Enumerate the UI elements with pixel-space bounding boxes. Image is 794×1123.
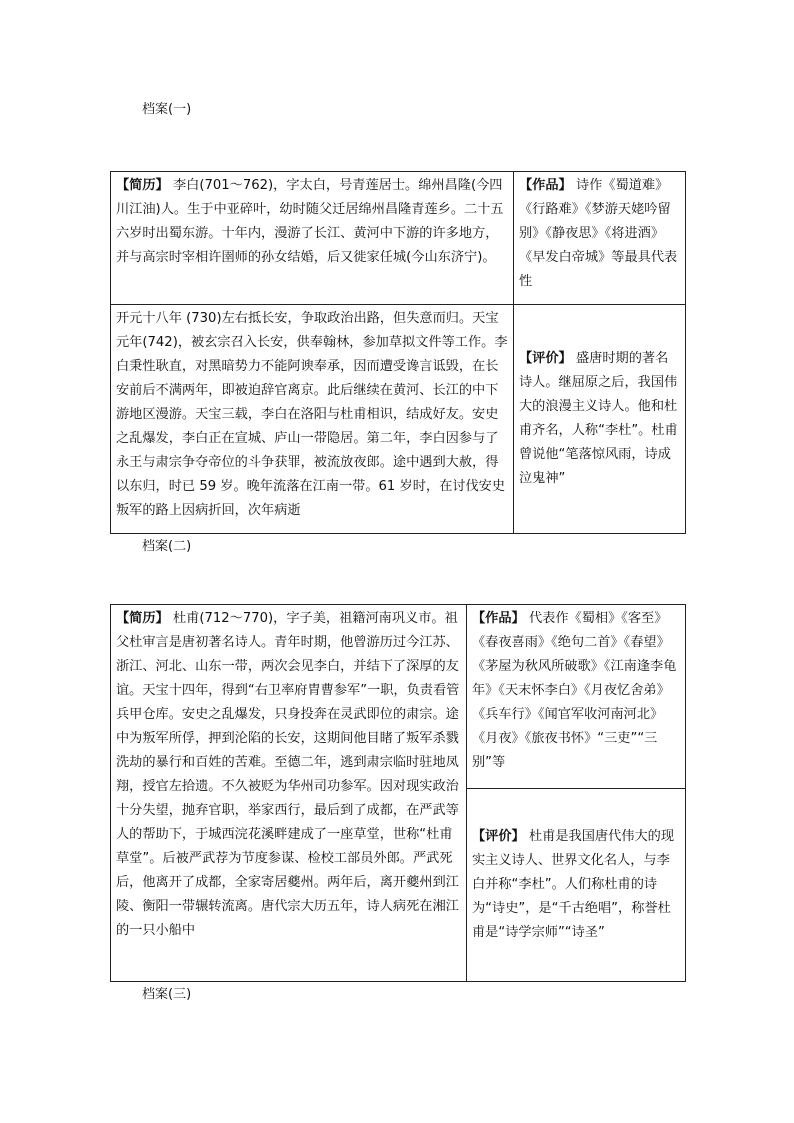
libai-bio-tag: 【简历】 xyxy=(116,178,169,193)
libai-bio-cell xyxy=(111,172,514,305)
dufu-works-text: 代表作《蜀相》《客至》《春夜喜雨》《绝句二首》《春望》《茅屋为秋风所破歌》《江南逢李龟年》《天末怀李白》《月夜忆舍弟》《兵车行》《闻官军收河南河北》《月夜》《旅夜书怀》“三吏”“三别”等 xyxy=(472,611,677,770)
libai-life-cell xyxy=(111,305,514,534)
dufu-eval-tag: 【评价】 xyxy=(472,829,525,844)
libai-eval-cell xyxy=(514,305,686,534)
dufu-eval-text: 杜甫是我国唐代伟大的现实主义诗人、世界文化名人，与李白并称“李杜”。人们称杜甫的诗为“诗史”，是“千古绝唱”，称誉杜甫是“诗学宗师”“诗圣” xyxy=(472,829,675,940)
libai-works-tag: 【作品】 xyxy=(519,178,572,193)
dufu-bio-tag: 【简历】 xyxy=(116,611,169,626)
archive-label-3: 档案(三) xyxy=(142,987,192,1002)
dufu-record-table xyxy=(110,604,686,982)
dufu-eval-cell xyxy=(467,789,686,982)
archive-label-1: 档案(一) xyxy=(142,102,192,117)
dufu-bio-text: 杜甫(712～770)，字子美，祖籍河南巩义市。祖父杜审言是唐初著名诗人。青年时期，他曾游历过今江苏、浙江、河北、山东一带，两次会见李白，并结下了深厚的友谊。天宝十四年，得到“右卫率府胄曹参军”一职，负责看管兵甲仓库。安史之乱爆发，只身投奔在灵武即位的肃宗。途中为叛军所俘，押到沦陷的长安，这期间他目睹了叛军杀戮洗劫的暴行和百姓的苦难。至德二年，逃到肃宗临时驻地凤翔，授官左拾遗。不久被贬为华州司功参军。因对现实政治十分失望，抛弃官职，举家西行，最后到了成都，在严武等人的帮助下，于城西浣花溪畔建成了一座草堂，世称“杜甫草堂”。后被严武荐为节度参谋、检校工部员外郎。严武死后，他离开了成都，全家寄居夔州。两年后，离开夔州到江陵、衡阳一带辗转流离。唐代宗大历五年，诗人病死在湘江的一只小船中 xyxy=(116,611,460,938)
dufu-bio-cell xyxy=(111,605,467,982)
archive-label-2: 档案(二) xyxy=(142,539,192,554)
dufu-works-tag: 【作品】 xyxy=(472,611,525,626)
libai-eval-tag: 【评价】 xyxy=(519,351,572,366)
libai-works-text: 诗作《蜀道难》《行路难》《梦游天姥吟留别》《静夜思》《将进酒》《早发白帝城》等最具代表性 xyxy=(519,178,678,289)
libai-record-table xyxy=(110,171,686,534)
libai-eval-text: 盛唐时期的著名诗人。继屈原之后，我国伟大的浪漫主义诗人。他和杜甫齐名，人称“李杜”。杜甫曾说他“笔落惊风雨，诗成泣鬼神” xyxy=(519,351,678,486)
libai-works-cell xyxy=(514,172,686,305)
libai-life-text: 开元十八年 (730)左右抵长安，争取政治出路，但失意而归。天宝元年(742)，被玄宗召入长安，供奉翰林，参加草拟文件等工作。李白秉性耿直，对黑暗势力不能阿谀奉承，因而遭受谗言诋毁，在长安前后不满两年，即被迫辞官离京。此后继续在黄河、长江的中下游地区漫游。天宝三载，李白在洛阳与杜甫相识，结成好友。安史之乱爆发，李白正在宣城、庐山一带隐居。第二年，李白因参与了永王与肃宗争夺帝位的斗争获罪，被流放夜郎。途中遇到大赦，得以东归，时已 59 岁。晚年流落在江南一带。61 岁时，在讨伐安史叛军的路上因病折回，次年病逝 xyxy=(116,311,508,518)
libai-bio-text: 李白(701～762)，字太白，号青莲居士。绵州昌隆(今四川江油)人。生于中亚碎叶，幼时随父迁居绵州昌隆青莲乡。二十五六岁时出蜀东游。十年内，漫游了长江、黄河中下游的许多地方，并与高宗时宰相许圉师的孙女结婚，后又徙家任城(今山东济宁)。 xyxy=(116,178,504,265)
dufu-works-cell xyxy=(467,605,686,789)
